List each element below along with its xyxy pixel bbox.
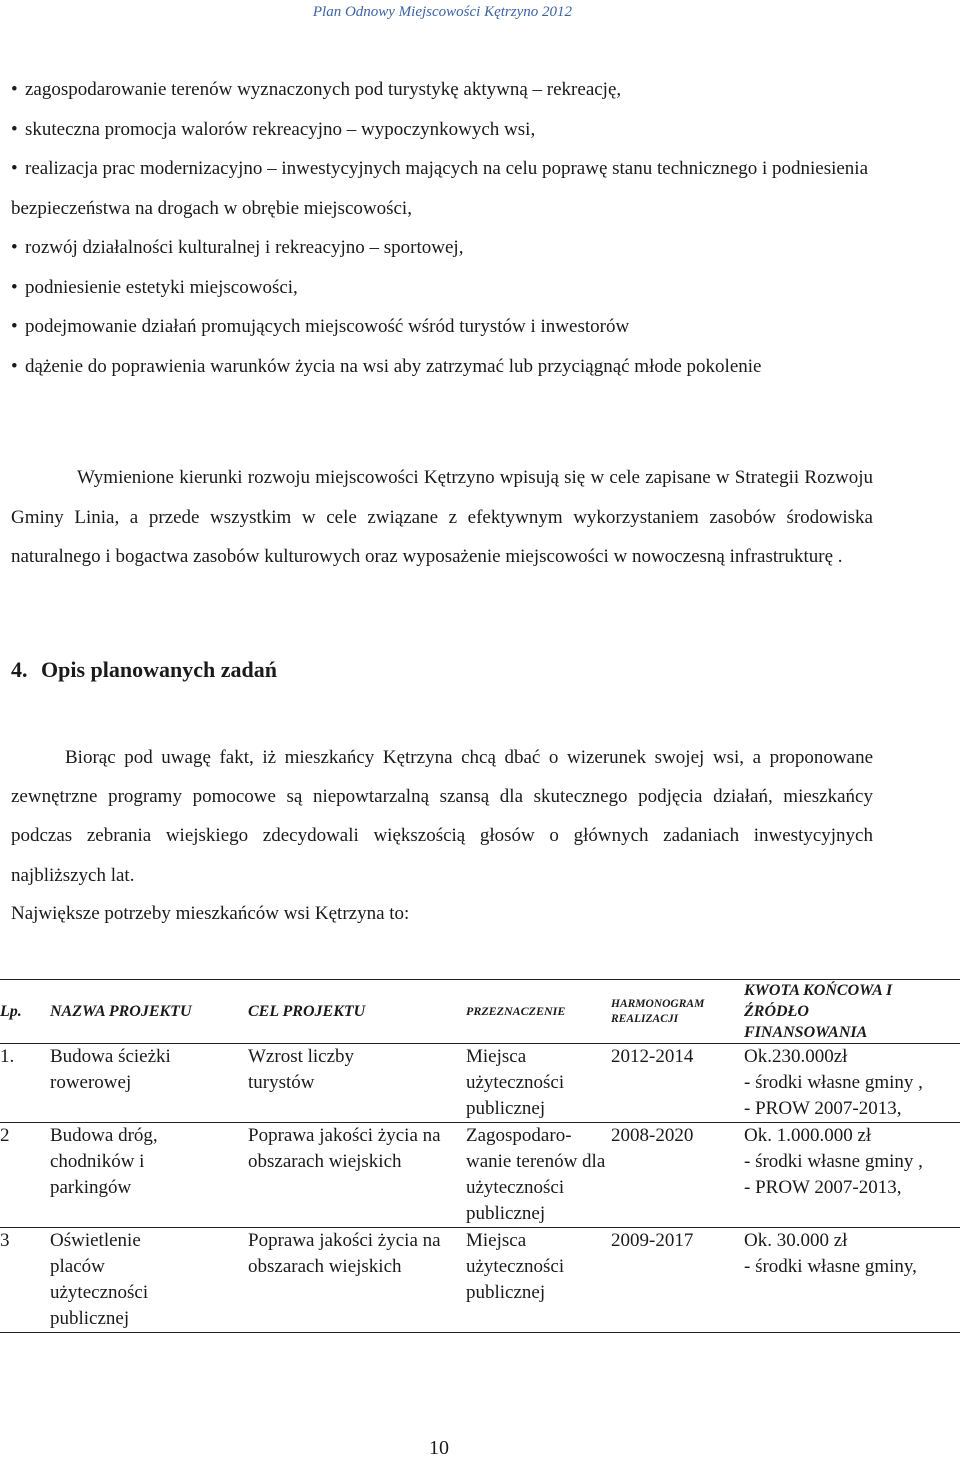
list-item	[11, 110, 873, 150]
cell-schedule: 2009-2017	[611, 1230, 694, 1251]
list-item-text: zagospodarowanie terenów wyznaczonych pod turystykę aktywną – rekreację,	[25, 79, 622, 100]
cell-lp: 1.	[0, 1046, 15, 1067]
paragraph-strategy: Wymienione kierunki rozwoju miejscowości Kętrzyno wpisują się w cele zapisane w Strategii Rozwoju Gminy Linia, a przede wszystkim w cele związane z efektywnym wykorzystaniem zasobów środowiska naturalnego i bogactwa zasobów kulturowych oraz wyposażenie miejscowości w nowoczesną infrastrukturę .	[11, 467, 873, 567]
list-item-text: skuteczna promocja walorów rekreacyjno – wypoczynkowych wsi,	[25, 118, 536, 140]
paragraph-intro: Biorąc pod uwagę fakt, iż mieszkańcy Kętrzyna chcą dbać o wizerunek swojej wsi, a proponowane zewnętrzne programy pomocowe są niepowtarzalną szansą dla skutecznego podjęcia działań, mieszkańcy podczas zebrania wiejskiego zdecydowali większością głosów o głównych zadaniach inwestycyjnych najbliższych lat.	[11, 747, 873, 886]
bullet-icon: •	[11, 276, 18, 298]
cell-name: Budowa ścieżki rowerowej	[50, 1046, 171, 1093]
list-item	[11, 228, 873, 268]
bullet-icon: •	[11, 79, 18, 100]
page-number: 10	[429, 1437, 449, 1459]
amount-line: Ok.230.000zł	[744, 1046, 848, 1067]
list-item-text: realizacja prac modernizacyjno – inwestycyjnych mających na celu poprawę stanu technicznego i podniesienia bezpieczeństwa na drogach w obrębie miejscowości,	[11, 158, 869, 219]
list-item	[11, 70, 873, 110]
header-schedule-line: HARMONOGRAM	[611, 997, 705, 1010]
cell-lp: 3	[0, 1230, 10, 1251]
header-lp: Lp.	[0, 1002, 22, 1020]
cell-schedule: 2008-2020	[611, 1125, 694, 1146]
section-number: 4.	[11, 657, 28, 682]
cell-name: Oświetlenie placów użyteczności publicznej	[50, 1230, 149, 1329]
section-title: Opis planowanych zadań	[41, 657, 277, 682]
cell-goal: Wzrost liczby turystów	[248, 1046, 355, 1093]
list-item	[11, 307, 873, 347]
amount-line: - środki własne gminy ,	[744, 1072, 923, 1093]
paragraph-needs: Największe potrzeby mieszkańców wsi Kętrzyna to:	[11, 903, 410, 924]
amount-line: - środki własne gminy ,	[744, 1151, 923, 1172]
bullet-icon: •	[11, 316, 18, 337]
amount-line: - środki własne gminy,	[744, 1256, 917, 1277]
running-header: Plan Odnowy Miejscowości Kętrzyno 2012	[312, 4, 572, 20]
cell-name: Budowa dróg, chodników i parkingów	[50, 1125, 158, 1198]
cell-goal: Poprawa jakości życia na obszarach wiejskich	[248, 1230, 441, 1277]
table-row	[0, 1228, 960, 1333]
bullet-icon: •	[11, 118, 18, 140]
header-destination: PRZEZNACZENIE	[466, 1004, 566, 1018]
table-row	[0, 1123, 960, 1228]
list-item-text: rozwój działalności kulturalnej i rekreacyjno – sportowej,	[25, 237, 464, 258]
header-name: NAZWA PROJEKTU	[50, 1002, 192, 1020]
header-amount	[744, 980, 960, 1044]
amount-line: Ok. 30.000 zł	[744, 1230, 848, 1251]
cell-amount	[744, 1044, 960, 1123]
header-amount-line: KWOTA KOŃCOWA I	[744, 982, 893, 999]
bullet-icon: •	[11, 158, 18, 179]
cell-amount	[744, 1228, 960, 1333]
section-heading	[11, 657, 277, 683]
cell-destination: Miejsca użyteczności publicznej	[466, 1046, 565, 1119]
list-item	[11, 347, 873, 387]
list-item-text: dążenie do poprawienia warunków życia na wsi aby zatrzymać lub przyciągnąć młode pokolenie	[25, 355, 762, 377]
amount-line: - PROW 2007-2013,	[744, 1098, 902, 1119]
cell-schedule: 2012-2014	[611, 1046, 694, 1067]
cell-amount	[744, 1123, 960, 1228]
list-item-text: podniesienie estetyki miejscowości,	[25, 276, 298, 298]
cell-lp: 2	[0, 1125, 10, 1146]
bullet-list	[11, 70, 873, 386]
list-item	[11, 149, 873, 228]
cell-goal: Poprawa jakości życia na obszarach wiejskich	[248, 1125, 441, 1172]
bullet-icon: •	[11, 237, 18, 258]
table-row	[0, 1044, 960, 1123]
header-amount-line: FINANSOWANIA	[744, 1024, 868, 1041]
header-amount-line: ŹRÓDŁO	[744, 1003, 809, 1020]
bullet-icon: •	[11, 355, 18, 377]
cell-destination: Zagospodaro-wanie terenów dla użyteczności publicznej	[466, 1125, 606, 1224]
list-item-text: podejmowanie działań promujących miejscowość wśród turystów i inwestorów	[25, 316, 630, 337]
list-item	[11, 268, 873, 308]
table-header-row	[0, 980, 960, 1044]
projects-table	[0, 979, 960, 1333]
header-goal: CEL PROJEKTU	[248, 1002, 366, 1020]
amount-line: - PROW 2007-2013,	[744, 1177, 902, 1198]
header-schedule	[611, 980, 744, 1044]
header-schedule-line: REALIZACJI	[611, 1012, 679, 1025]
amount-line: Ok. 1.000.000 zł	[744, 1125, 872, 1146]
cell-destination: Miejsca użyteczności publicznej	[466, 1230, 565, 1303]
